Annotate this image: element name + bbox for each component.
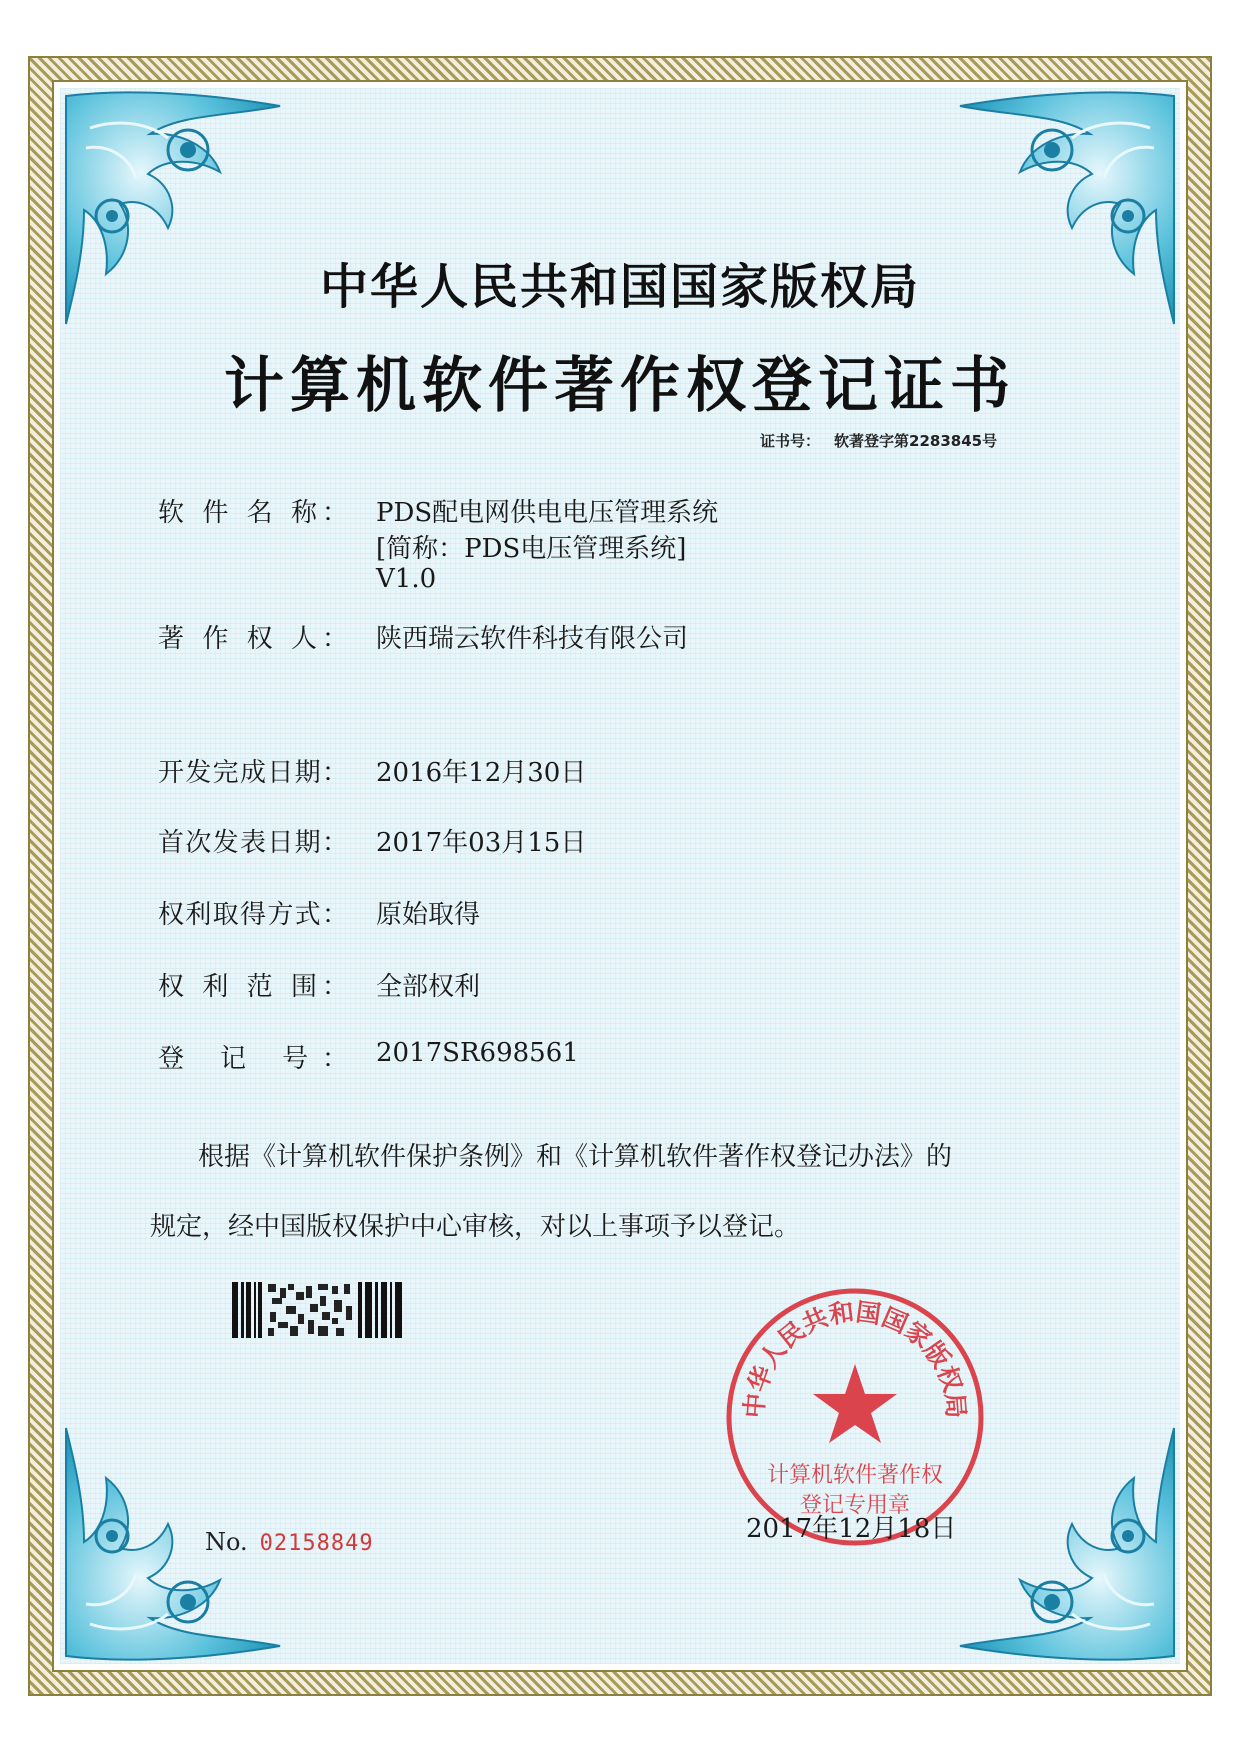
svg-text:登记专用章: 登记专用章	[799, 1493, 911, 1518]
serial-number	[205, 1528, 374, 1556]
field-label: 软 件 名 称：	[158, 498, 348, 528]
issue-date: 2017年12月18日	[746, 1514, 957, 1544]
statement-line-1: 根据《计算机软件保护条例》和《计算机软件著作权登记办法》的	[198, 1142, 953, 1172]
barcode-icon	[232, 1282, 402, 1338]
field-label: 权 利 范 围：	[158, 972, 348, 1002]
rights-scope-value: 全部权利	[376, 972, 481, 1002]
issuing-authority: 中华人民共和国国家版权局	[319, 259, 920, 315]
registration-number-value: 2017SR698561	[376, 1038, 579, 1068]
serial-number-value: 02158849	[259, 1531, 374, 1556]
svg-text:中华人民共和国国家版权局: 中华人民共和国国家版权局	[739, 1297, 971, 1420]
development-date-value: 2016年12月30日	[376, 758, 587, 788]
field-label: 权利取得方式：	[158, 900, 348, 930]
field-label: 开发完成日期：	[158, 758, 348, 788]
field-label: 著 作 权 人：	[158, 624, 348, 654]
field-label: 登 记 号：	[158, 1044, 348, 1074]
certificate-number-label: 证书号：	[760, 432, 821, 450]
certificate-title: 计算机软件著作权登记证书	[224, 351, 1016, 421]
certificate-number-value: 软著登字第2283845号	[834, 432, 998, 450]
certificate-number	[760, 430, 997, 451]
field-label: 首次发表日期：	[158, 828, 348, 858]
svg-text:计算机软件著作权: 计算机软件著作权	[766, 1463, 944, 1488]
software-version-value: V1.0	[376, 564, 437, 594]
acquisition-method-value: 原始取得	[376, 900, 481, 930]
software-name-value: PDS配电网供电电压管理系统	[376, 498, 719, 528]
statement-line-2: 规定，经中国版权保护中心审核，对以上事项予以登记。	[150, 1212, 801, 1242]
publication-date-value: 2017年03月15日	[376, 828, 587, 858]
software-short-name-value: [简称：PDS电压管理系统]	[376, 534, 687, 564]
copyright-owner-value: 陕西瑞云软件科技有限公司	[376, 624, 689, 654]
serial-prefix: No.	[205, 1528, 248, 1556]
